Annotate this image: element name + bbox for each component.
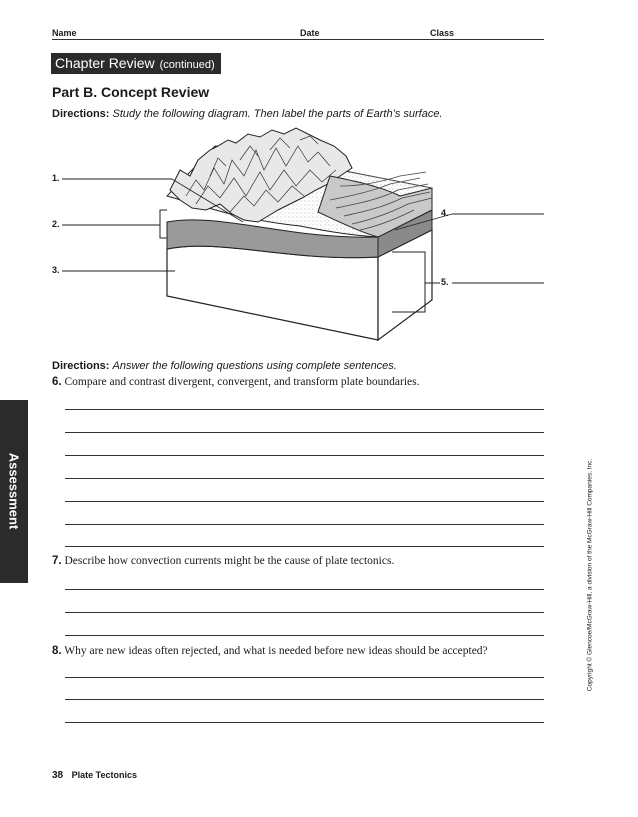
question-6 <box>52 376 419 388</box>
question-7-number: 7. <box>52 555 62 567</box>
diagram-label-4: 4. <box>441 208 449 218</box>
directions-2 <box>52 360 397 372</box>
copyright-notice: Copyright © Glencoe/McGraw-Hill, a division of the McGraw-Hill Companies, Inc. <box>586 458 594 692</box>
answer-line[interactable] <box>65 432 544 433</box>
side-tab-label: Assessment <box>6 452 22 530</box>
directions-2-text: Answer the following questions using complete sentences. <box>112 360 397 372</box>
chapter-subtitle: (continued) <box>159 59 215 71</box>
answer-line[interactable] <box>65 677 544 678</box>
answer-line[interactable] <box>65 478 544 479</box>
diagram-label-1: 1. <box>52 173 60 183</box>
diagram-label-5: 5. <box>441 277 449 287</box>
question-7-text: Describe how convection currents might be the cause of plate tectonics. <box>64 555 395 567</box>
answer-line[interactable] <box>65 524 544 525</box>
question-6-number: 6. <box>52 376 62 388</box>
directions-1-label: Directions: <box>52 108 110 120</box>
directions-1-text: Study the following diagram. Then label the parts of Earth’s surface. <box>112 108 443 120</box>
question-7 <box>52 555 394 567</box>
directions-2-label: Directions: <box>52 360 110 372</box>
name-label: Name <box>52 28 77 38</box>
answer-line[interactable] <box>65 589 544 590</box>
question-8 <box>52 645 488 657</box>
question-6-text: Compare and contrast divergent, convergent, and transform plate boundaries. <box>64 376 420 388</box>
assessment-side-tab <box>0 400 28 583</box>
question-8-text: Why are new ideas often rejected, and what is needed before new ideas should be accepted? <box>64 645 488 657</box>
block-front-face <box>167 246 378 340</box>
answer-line[interactable] <box>65 635 544 636</box>
answer-line[interactable] <box>65 612 544 613</box>
question-8-number: 8. <box>52 645 62 657</box>
answer-line[interactable] <box>65 409 544 410</box>
part-title: Part B. Concept Review <box>52 84 210 100</box>
footer-chapter: Plate Tectonics <box>71 770 137 780</box>
class-label: Class <box>430 28 455 38</box>
answer-line[interactable] <box>65 546 544 547</box>
chapter-title: Chapter Review <box>55 55 155 71</box>
page-footer <box>52 770 137 781</box>
answer-line[interactable] <box>65 455 544 456</box>
diagram-label-2: 2. <box>52 219 60 229</box>
answer-line[interactable] <box>65 501 544 502</box>
earth-surface-diagram <box>0 0 638 360</box>
page-number: 38 <box>52 770 64 781</box>
answer-line[interactable] <box>65 722 544 723</box>
diagram-label-3: 3. <box>52 265 60 275</box>
answer-line[interactable] <box>65 699 544 700</box>
date-label: Date <box>300 28 320 38</box>
